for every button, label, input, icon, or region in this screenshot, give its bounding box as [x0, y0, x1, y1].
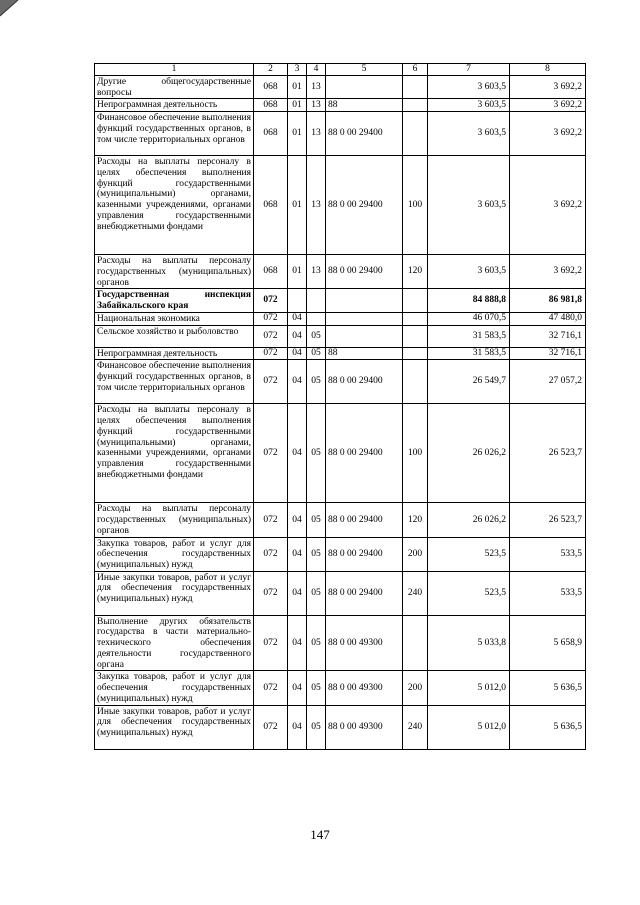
row-name-cell: Выполнение других обязательств государства в части материально-технического обеспечения деятельности государственного органа	[95, 615, 254, 671]
row-name-cell: Государственная инспекция Забайкальского края	[95, 289, 254, 312]
row-admin-code-cell: 072	[254, 671, 288, 705]
row-expense-type-cell: 200	[403, 671, 428, 705]
row-subsection-cell: 05	[307, 347, 326, 360]
row-section-cell: 04	[288, 537, 307, 571]
row-admin-code-cell: 072	[254, 503, 288, 537]
table-row	[95, 347, 586, 360]
row-amount-year1-cell: 26 026,2	[428, 404, 510, 503]
row-admin-code-cell: 068	[254, 112, 288, 156]
row-expense-type-cell: 120	[403, 255, 428, 289]
row-subsection-cell: 05	[307, 671, 326, 705]
row-expense-type-cell: 120	[403, 503, 428, 537]
row-amount-year1-cell: 5 012,0	[428, 705, 510, 749]
row-expense-type-cell	[403, 325, 428, 347]
row-expense-type-cell	[403, 360, 428, 404]
row-amount-year1-cell: 3 603,5	[428, 99, 510, 112]
row-amount-year1-cell: 523,5	[428, 537, 510, 571]
row-amount-year2-cell: 5 658,9	[510, 615, 586, 671]
table-row	[95, 312, 586, 325]
row-admin-code-cell: 072	[254, 347, 288, 360]
row-section-cell: 01	[288, 99, 307, 112]
table-row	[95, 325, 586, 347]
row-name-cell: Непрограммная деятельность	[95, 347, 254, 360]
row-admin-code-cell: 072	[254, 537, 288, 571]
header-cell: 5	[326, 64, 403, 76]
row-admin-code-cell: 068	[254, 156, 288, 255]
row-amount-year2-cell: 86 981,8	[510, 289, 586, 312]
row-admin-code-cell: 068	[254, 255, 288, 289]
row-target-article-cell: 88 0 00 29400	[326, 156, 403, 255]
row-admin-code-cell: 072	[254, 571, 288, 615]
row-admin-code-cell: 072	[254, 289, 288, 312]
row-target-article-cell	[326, 325, 403, 347]
row-target-article-cell: 88 0 00 29400	[326, 571, 403, 615]
scan-corner-mark	[0, 0, 34, 26]
row-expense-type-cell	[403, 312, 428, 325]
header-cell: 6	[403, 64, 428, 76]
row-subsection-cell: 13	[307, 255, 326, 289]
table-row	[95, 156, 586, 255]
table-row	[95, 537, 586, 571]
row-section-cell: 04	[288, 312, 307, 325]
row-subsection-cell: 05	[307, 615, 326, 671]
row-admin-code-cell: 068	[254, 99, 288, 112]
row-target-article-cell: 88 0 00 49300	[326, 671, 403, 705]
row-name-cell: Национальная экономика	[95, 312, 254, 325]
row-section-cell: 04	[288, 571, 307, 615]
row-name-cell: Иные закупки товаров, работ и услуг для обеспечения государственных (муниципальных) нужд	[95, 705, 254, 749]
row-section-cell: 04	[288, 404, 307, 503]
row-amount-year2-cell: 5 636,5	[510, 705, 586, 749]
row-section-cell	[288, 289, 307, 312]
row-admin-code-cell: 072	[254, 615, 288, 671]
table-row	[95, 76, 586, 99]
table-row	[95, 404, 586, 503]
row-target-article-cell: 88	[326, 99, 403, 112]
row-amount-year1-cell: 3 603,5	[428, 156, 510, 255]
row-amount-year2-cell: 3 692,2	[510, 76, 586, 99]
row-subsection-cell: 05	[307, 705, 326, 749]
row-name-cell: Закупка товаров, работ и услуг для обеспечения государственных (муниципальных) нужд	[95, 537, 254, 571]
row-subsection-cell: 13	[307, 76, 326, 99]
row-amount-year1-cell: 3 603,5	[428, 76, 510, 99]
row-target-article-cell	[326, 289, 403, 312]
table-row	[95, 705, 586, 749]
row-subsection-cell	[307, 312, 326, 325]
row-amount-year2-cell: 533,5	[510, 537, 586, 571]
row-amount-year1-cell: 26 026,2	[428, 503, 510, 537]
row-section-cell: 04	[288, 615, 307, 671]
row-subsection-cell: 05	[307, 325, 326, 347]
row-target-article-cell: 88 0 00 29400	[326, 537, 403, 571]
row-amount-year1-cell: 5 012,0	[428, 671, 510, 705]
table-header-row	[95, 64, 586, 76]
row-expense-type-cell	[403, 615, 428, 671]
table-row	[95, 360, 586, 404]
row-subsection-cell: 13	[307, 99, 326, 112]
row-name-cell: Расходы на выплаты персоналу в целях обеспечения выполнения функций государственными (муниципальными) органами, казенными учреждениями, органами управления государственными внебюджетными фондами	[95, 404, 254, 503]
row-subsection-cell: 13	[307, 156, 326, 255]
row-amount-year2-cell: 3 692,2	[510, 112, 586, 156]
row-name-cell: Иные закупки товаров, работ и услуг для обеспечения государственных (муниципальных) нужд	[95, 571, 254, 615]
row-section-cell: 01	[288, 76, 307, 99]
row-amount-year1-cell: 3 603,5	[428, 255, 510, 289]
table-row	[95, 289, 586, 312]
row-expense-type-cell: 100	[403, 404, 428, 503]
row-expense-type-cell	[403, 289, 428, 312]
row-subsection-cell: 05	[307, 503, 326, 537]
row-expense-type-cell	[403, 347, 428, 360]
row-expense-type-cell	[403, 99, 428, 112]
header-cell: 7	[428, 64, 510, 76]
row-amount-year2-cell: 27 057,2	[510, 360, 586, 404]
row-name-cell: Расходы на выплаты персоналу государственных (муниципальных) органов	[95, 255, 254, 289]
row-target-article-cell: 88 0 00 49300	[326, 705, 403, 749]
row-section-cell: 01	[288, 255, 307, 289]
row-name-cell: Расходы на выплаты персоналу в целях обеспечения выполнения функций государственными (муниципальными) органами, казенными учреждениями, органами управления государственными внебюджетными фондами	[95, 156, 254, 255]
row-section-cell: 04	[288, 671, 307, 705]
row-section-cell: 04	[288, 325, 307, 347]
row-amount-year2-cell: 3 692,2	[510, 255, 586, 289]
row-target-article-cell: 88 0 00 29400	[326, 503, 403, 537]
row-section-cell: 04	[288, 347, 307, 360]
row-amount-year2-cell: 47 480,0	[510, 312, 586, 325]
row-admin-code-cell: 072	[254, 705, 288, 749]
row-target-article-cell	[326, 312, 403, 325]
row-admin-code-cell: 072	[254, 404, 288, 503]
row-expense-type-cell: 100	[403, 156, 428, 255]
row-amount-year1-cell: 31 583,5	[428, 347, 510, 360]
row-name-cell: Другие общегосударственные вопросы	[95, 76, 254, 99]
row-amount-year1-cell: 5 033,8	[428, 615, 510, 671]
row-expense-type-cell: 240	[403, 705, 428, 749]
row-expense-type-cell	[403, 76, 428, 99]
row-target-article-cell: 88 0 00 29400	[326, 360, 403, 404]
table-row	[95, 671, 586, 705]
row-name-cell: Непрограммная деятельность	[95, 99, 254, 112]
row-amount-year1-cell: 84 888,8	[428, 289, 510, 312]
row-target-article-cell	[326, 76, 403, 99]
row-amount-year1-cell: 31 583,5	[428, 325, 510, 347]
table-row	[95, 99, 586, 112]
budget-table	[94, 63, 586, 750]
header-cell: 4	[307, 64, 326, 76]
row-amount-year2-cell: 533,5	[510, 571, 586, 615]
table-row	[95, 503, 586, 537]
row-amount-year1-cell: 26 549,7	[428, 360, 510, 404]
row-section-cell: 01	[288, 112, 307, 156]
header-cell: 1	[95, 64, 254, 76]
row-target-article-cell: 88 0 00 49300	[326, 615, 403, 671]
table-row	[95, 112, 586, 156]
row-section-cell: 04	[288, 360, 307, 404]
header-cell: 2	[254, 64, 288, 76]
row-name-cell: Сельское хозяйство и рыболовство	[95, 325, 254, 347]
header-cell: 8	[510, 64, 586, 76]
row-subsection-cell: 05	[307, 360, 326, 404]
row-expense-type-cell	[403, 112, 428, 156]
table-row	[95, 571, 586, 615]
row-section-cell: 04	[288, 705, 307, 749]
row-amount-year2-cell: 32 716,1	[510, 325, 586, 347]
row-amount-year1-cell: 523,5	[428, 571, 510, 615]
row-subsection-cell: 13	[307, 112, 326, 156]
row-amount-year1-cell: 46 070,5	[428, 312, 510, 325]
row-amount-year2-cell: 26 523,7	[510, 503, 586, 537]
row-admin-code-cell: 068	[254, 76, 288, 99]
table-row	[95, 255, 586, 289]
row-subsection-cell	[307, 289, 326, 312]
header-cell: 3	[288, 64, 307, 76]
row-admin-code-cell: 072	[254, 312, 288, 325]
row-amount-year2-cell: 26 523,7	[510, 404, 586, 503]
row-admin-code-cell: 072	[254, 360, 288, 404]
row-name-cell: Закупка товаров, работ и услуг для обеспечения государственных (муниципальных) нужд	[95, 671, 254, 705]
row-subsection-cell: 05	[307, 537, 326, 571]
row-target-article-cell: 88 0 00 29400	[326, 404, 403, 503]
row-amount-year2-cell: 3 692,2	[510, 99, 586, 112]
row-subsection-cell: 05	[307, 571, 326, 615]
row-name-cell: Финансовое обеспечение выполнения функций государственных органов, в том числе территориальных органов	[95, 360, 254, 404]
row-amount-year1-cell: 3 603,5	[428, 112, 510, 156]
row-target-article-cell: 88	[326, 347, 403, 360]
row-expense-type-cell: 200	[403, 537, 428, 571]
row-section-cell: 04	[288, 503, 307, 537]
row-amount-year2-cell: 3 692,2	[510, 156, 586, 255]
row-subsection-cell: 05	[307, 404, 326, 503]
row-target-article-cell: 88 0 00 29400	[326, 255, 403, 289]
row-admin-code-cell: 072	[254, 325, 288, 347]
row-section-cell: 01	[288, 156, 307, 255]
row-amount-year2-cell: 5 636,5	[510, 671, 586, 705]
row-expense-type-cell: 240	[403, 571, 428, 615]
row-target-article-cell: 88 0 00 29400	[326, 112, 403, 156]
row-name-cell: Расходы на выплаты персоналу государственных (муниципальных) органов	[95, 503, 254, 537]
row-amount-year2-cell: 32 716,1	[510, 347, 586, 360]
table-row	[95, 615, 586, 671]
row-name-cell: Финансовое обеспечение выполнения функций государственных органов, в том числе территориальных органов	[95, 112, 254, 156]
page-number: 147	[310, 827, 330, 842]
